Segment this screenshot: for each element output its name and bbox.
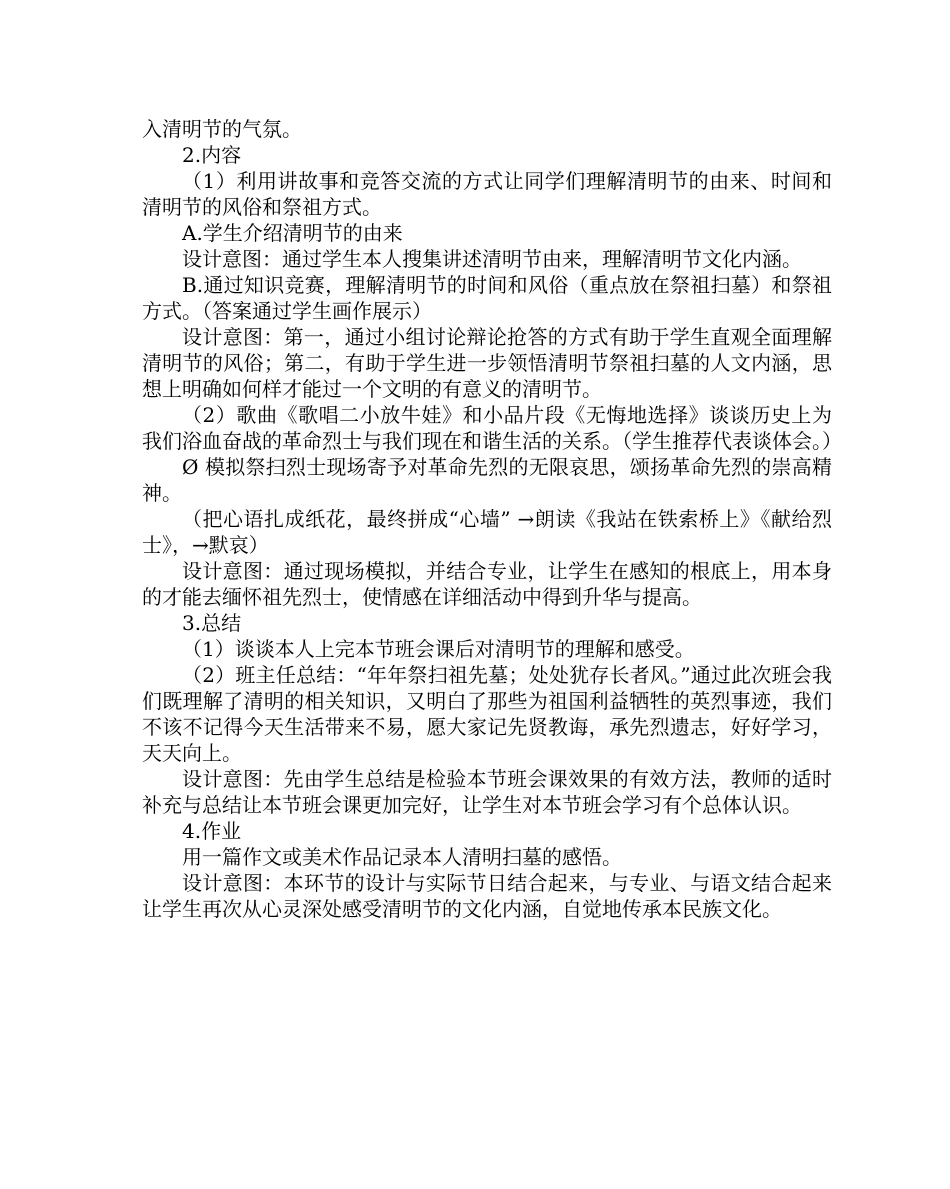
paragraph: Ø 模拟祭扫烈士现场寄予对革命先烈的无限哀思，颂扬革命先烈的崇高精神。 xyxy=(142,455,832,505)
paragraph: A.学生介绍清明节的由来 xyxy=(182,221,403,245)
design-intent-paragraph: 设计意图：通过现场模拟，并结合专业，让学生在感知的根底上，用本身的才能去缅怀祖先烈士，使情感在详细活动中得到升华与提高。 xyxy=(142,559,832,609)
section-heading-content: 2.内容 xyxy=(182,143,242,167)
paragraph: （1）谈谈本人上完本节班会课后对清明节的理解和感受。 xyxy=(182,637,695,661)
paragraph: B.通过知识竞赛，理解清明节的时间和风俗（重点放在祭祖扫墓）和祭祖方式。（答案通过学生画作展示） xyxy=(142,273,832,323)
design-intent-paragraph: 设计意图：先由学生总结是检验本节班会课效果的有效方法，教师的适时补充与总结让本节班会课更加完好，让学生对本节班会学习有个总体认识。 xyxy=(142,767,832,817)
section-heading-homework: 4.作业 xyxy=(182,819,242,843)
paragraph: （把心语扎成纸花，最终拼成“心墙” →朗读《我站在铁索桥上》《献给烈士》，→默哀） xyxy=(142,507,832,557)
document-body xyxy=(142,116,842,922)
paragraph: 入清明节的气氛。 xyxy=(142,117,302,141)
design-intent-paragraph: 设计意图：本环节的设计与实际节日结合起来，与专业、与语文结合起来让学生再次从心灵深处感受清明节的文化内涵，自觉地传承本民族文化。 xyxy=(142,871,832,921)
paragraph: （1）利用讲故事和竞答交流的方式让同学们理解清明节的由来、时间和清明节的风俗和祭祖方式。 xyxy=(142,169,832,219)
design-intent-paragraph: 设计意图：通过学生本人搜集讲述清明节由来，理解清明节文化内涵。 xyxy=(182,247,802,271)
paragraph: 用一篇作文或美术作品记录本人清明扫墓的感悟。 xyxy=(182,845,622,869)
section-heading-summary: 3.总结 xyxy=(182,611,242,635)
paragraph: （2）班主任总结：“年年祭扫祖先墓；处处犹存长者风。”通过此次班会我们既理解了清明的相关知识，又明白了那些为祖国利益牺牲的英烈事迹，我们不该不记得今天生活带来不易，愿大家记先贤教诲，承先烈遗志，好好学习，天天向上。 xyxy=(142,663,832,765)
paragraph: （2）歌曲《歌唱二小放牛娃》和小品片段《无悔地选择》谈谈历史上为我们浴血奋战的革命烈士与我们现在和谐生活的关系。（学生推荐代表谈体会。） xyxy=(142,403,842,453)
design-intent-paragraph: 设计意图：第一，通过小组讨论辩论抢答的方式有助于学生直观全面理解清明节的风俗；第二，有助于学生进一步领悟清明节祭祖扫墓的人文内涵，思想上明确如何样才能过一个文明的有意义的清明节。 xyxy=(142,325,832,401)
